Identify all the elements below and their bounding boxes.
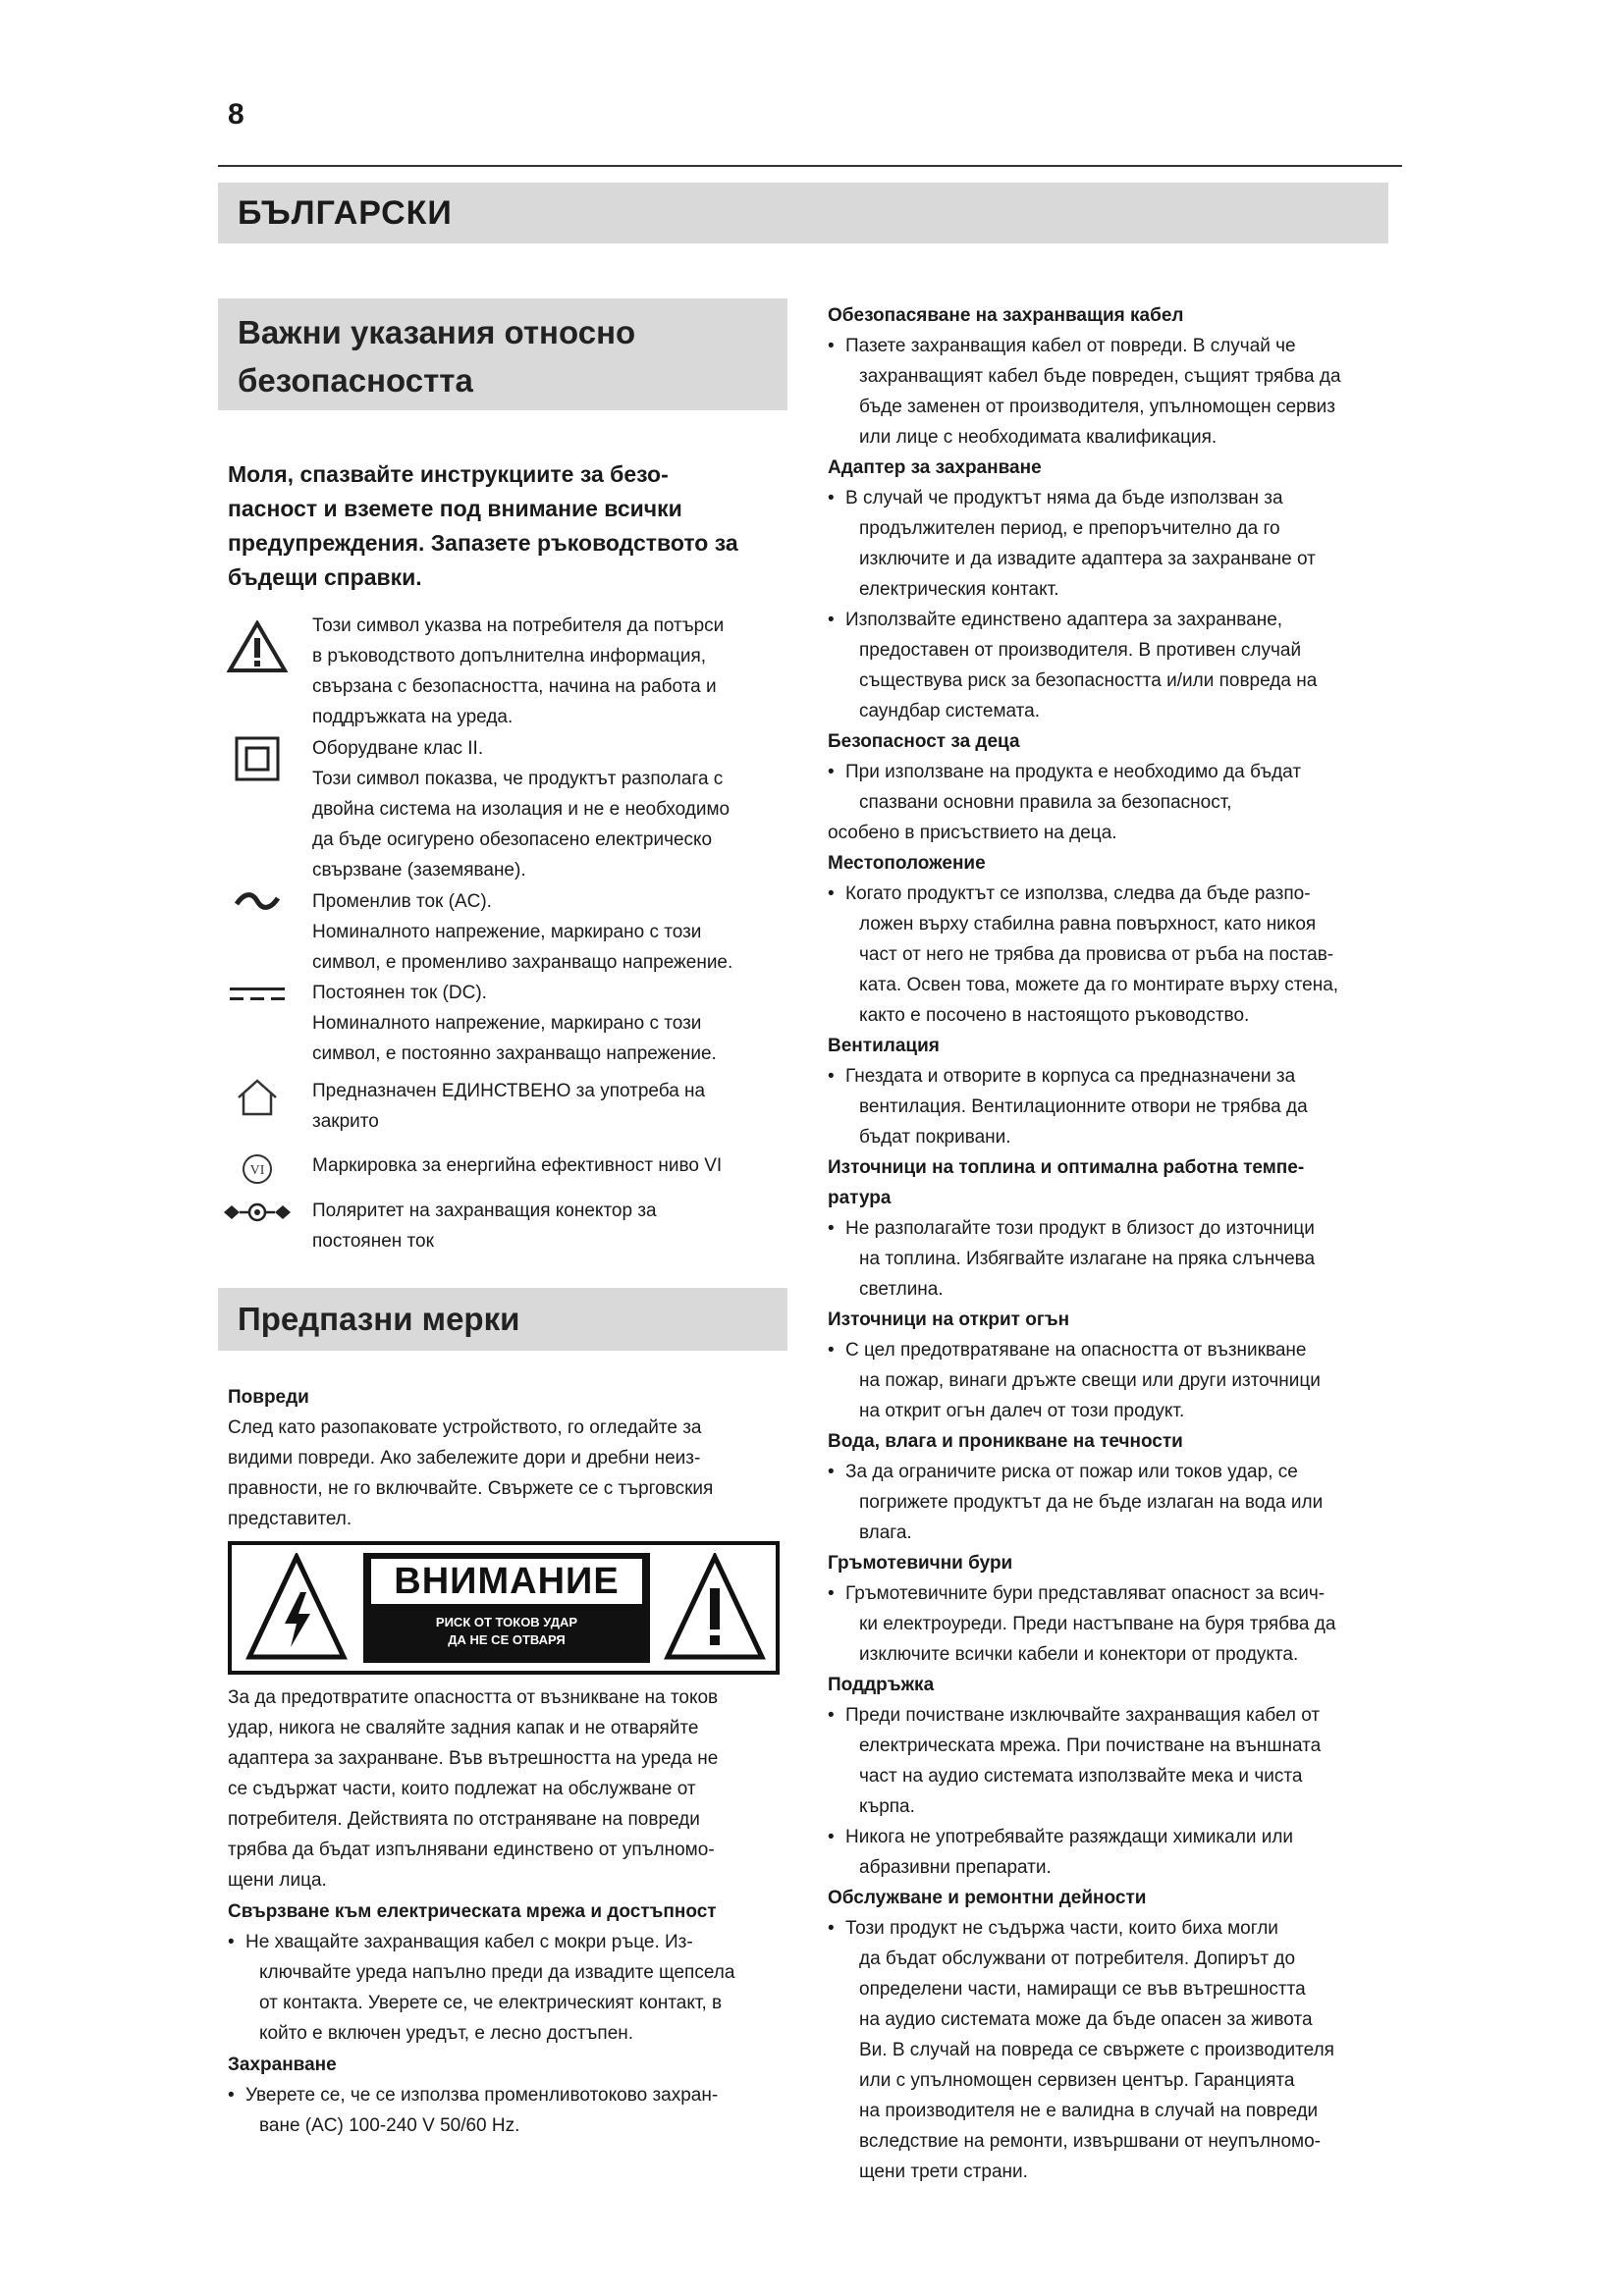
symbol-text: Този символ указва на потребителя да потърси в ръководството допълнителна информация, свързана с безопасността, начина на работа и поддръжката на уреда.: [312, 615, 725, 727]
list-item: • Никога не употребявайте разяждащи химикали или абразивни препарати.: [828, 1822, 1391, 1883]
section-heading: Местоположение: [828, 853, 986, 874]
symbol-row-polarity: Поляритет на захранващия конектор за постоянен ток: [218, 1196, 787, 1260]
section-heading: Безопасност за деца: [828, 731, 1020, 752]
section-heading: Поддръжка: [828, 1675, 935, 1695]
list-item: • Използвайте единствено адаптера за захранване, предоставен от производителя. В противен случай съществува риск за безопасността и/или повреда на саундбар системата.: [828, 605, 1391, 726]
mains-section: [228, 1896, 787, 2049]
list-item: • Не разполагайте този продукт в близост до източници на топлина. Избягвайте излагане на пряка слънчева светлина.: [828, 1213, 1391, 1305]
alternating-current-icon: [218, 888, 297, 914]
right-column: [828, 300, 1391, 2187]
section-heading-cont: ратура: [828, 1188, 892, 1208]
shock-text: За да предотвратите опасността от възникване на токов удар, никога не сваляйте задния капак и не отваряйте адаптера за захранване. Във вътрешността на уреда не се съдържат части, които подлежат на обслужване от потребителя. Действията по отстраняване на повреди трябва да бъдат изпълнявани единствено от упълномо- щени лица.: [228, 1687, 719, 1891]
damage-heading: Повреди: [228, 1387, 309, 1408]
lightning-triangle-icon: [245, 1553, 348, 1668]
precautions-title-banner: Предпазни мерки: [218, 1288, 787, 1351]
symbol-row-ac: Променлив ток (AC). Номиналното напрежение, маркирано с този символ, е променливо захранващо напрежение.: [218, 886, 787, 978]
section-heading: Източници на топлина и оптимална работна темпе-: [828, 1157, 1305, 1178]
section-heading: Обезопасяване на захранващия кабел: [828, 305, 1184, 326]
warning-title: ВНИМАНИЕ: [371, 1559, 642, 1604]
list-item: • Пазете захранващия кабел от повреди. В случай че захранващият кабел бъде повреден, същият трябва да бъде заменен от производителя, упълномощен сервиз или лице с необходимата квалификация.: [828, 331, 1391, 453]
top-divider: [218, 165, 1402, 167]
list-item: • При използване на продукта е необходимо да бъдат спазвани основни правила за безопасност,: [828, 757, 1391, 818]
damage-section: Повреди След като разопаковате устройството, го огледайте за видими повреди. Ако забележите дори и дребни неиз- правности, не го включвайте. Свържете се с търговския представител.: [228, 1382, 787, 1534]
symbol-row-warning: [218, 611, 787, 732]
warning-subtitle: РИСК ОТ ТОКОВ УДАР ДА НЕ СЕ ОТВАРЯ: [435, 1615, 578, 1647]
safety-title-banner: [218, 298, 787, 410]
list-item: • Когато продуктът се използва, следва да бъде разпо- ложен върху стабилна равна повърхност, като никоя част от него не трябва да провисва от ръба на постав- ката. Освен това, можете да го монтирате върху стена, както е посочено в настоящото ръководство.: [828, 879, 1391, 1031]
symbol-row-vi: VI Маркировка за енергийна ефективност ниво VI: [218, 1150, 787, 1186]
symbol-row-class-ii: Оборудване клас II. Този символ показва, че продуктът разполага с двойна система на изолация и не е необходимо да бъде осигурено обезопасено електрическо свързване (заземяване).: [218, 733, 787, 885]
symbol-row-indoor: Предназначен ЕДИНСТВЕНО за употреба на закрито: [218, 1076, 787, 1145]
list-item: • С цел предотвратяване на опасността от възникване на пожар, винаги дръжте свещи или други източници на открит огън далеч от този продукт.: [828, 1335, 1391, 1426]
safety-title-line2: безопасността: [238, 362, 473, 399]
language-banner: БЪЛГАРСКИ: [218, 183, 1388, 243]
list-item: • Този продукт не съдържа части, които биха могли да бъдат обслужвани от потребителя. Допирът до определени части, намиращи се във вътрешността на аудио системата може да бъде опасен за живота Ви. В случай на повреда се свържете с производителя или с упълномощен сервизен център. Гаранцията на производителя не е валидна в случай на повреди вследствие на ремонти, извършвани от неупълномо- щени трети страни.: [828, 1913, 1391, 2187]
polarity-connector-icon: [218, 1201, 297, 1223]
shock-warning-label: [228, 1541, 780, 1675]
direct-current-icon: [218, 986, 297, 1003]
list-item: • Гнездата и отворите в корпуса са предназначени за вентилация. Вентилационните отвори не трябва да бъдат покривани.: [828, 1061, 1391, 1152]
section-heading: Обслужване и ремонтни дейности: [828, 1888, 1147, 1908]
svg-text:VI: VI: [249, 1163, 265, 1178]
page-number: 8: [228, 98, 244, 131]
section-tail: особено в присъствието на деца.: [828, 823, 1117, 843]
section-heading: Източници на открит огън: [828, 1309, 1070, 1330]
list-item: • За да ограничите риска от пожар или токов удар, се погрижете продуктът да не бъде излаган на вода или влага.: [828, 1457, 1391, 1548]
intro-text: Моля, спазвайте инструкциите за безо- пасност и вземете под внимание всички предупреждения. Запазете ръководството за бъдещи справки.: [228, 461, 738, 590]
section-heading: Адаптер за захранване: [828, 457, 1042, 478]
mains-heading: Свързване към електрическата мрежа и достъпност: [228, 1901, 717, 1922]
indoor-use-house-icon: [218, 1078, 297, 1117]
power-heading: Захранване: [228, 2055, 337, 2075]
list-item: • Не хващайте захранващия кабел с мокри ръце. Из- ключвайте уреда напълно преди да извадите щепсела от контакта. Уверете се, че електрическият контакт, в който е включен уредът, е лесно достъпен.: [228, 1927, 787, 2049]
symbol-row-dc: Постоянен ток (DC). Номиналното напрежение, маркирано с този символ, е постоянно захранващо напрежение.: [218, 978, 787, 1069]
power-section: [228, 2050, 787, 2141]
section-heading: Вентилация: [828, 1036, 940, 1056]
list-item: • В случай че продуктът няма да бъде използван за продължителен период, е препоръчително да го изключите и да извадите адаптера за захранване от електрическия контакт.: [828, 483, 1391, 605]
list-item: • Преди почистване изключвайте захранващия кабел от електрическата мрежа. При почистване на външната част на аудио системата използвайте мека и чиста кърпа.: [828, 1700, 1391, 1822]
exclamation-triangle-icon: [664, 1553, 766, 1668]
class-ii-double-square-icon: [218, 735, 297, 782]
efficiency-level-vi-icon: [218, 1152, 297, 1186]
warning-triangle-icon: [218, 620, 297, 673]
list-item: • Уверете се, че се използва променливотоково захран- ване (AC) 100-240 V 50/60 Hz.: [228, 2080, 787, 2141]
list-item: • Гръмотевичните бури представляват опасност за всич- ки електроуреди. Преди настъпване на буря трябва да изключите всички кабели и конектори от продукта.: [828, 1578, 1391, 1670]
section-heading: Гръмотевични бури: [828, 1553, 1013, 1574]
section-heading: Вода, влага и проникване на течности: [828, 1431, 1183, 1452]
safety-title-line1: Важни указания относно: [238, 314, 636, 350]
